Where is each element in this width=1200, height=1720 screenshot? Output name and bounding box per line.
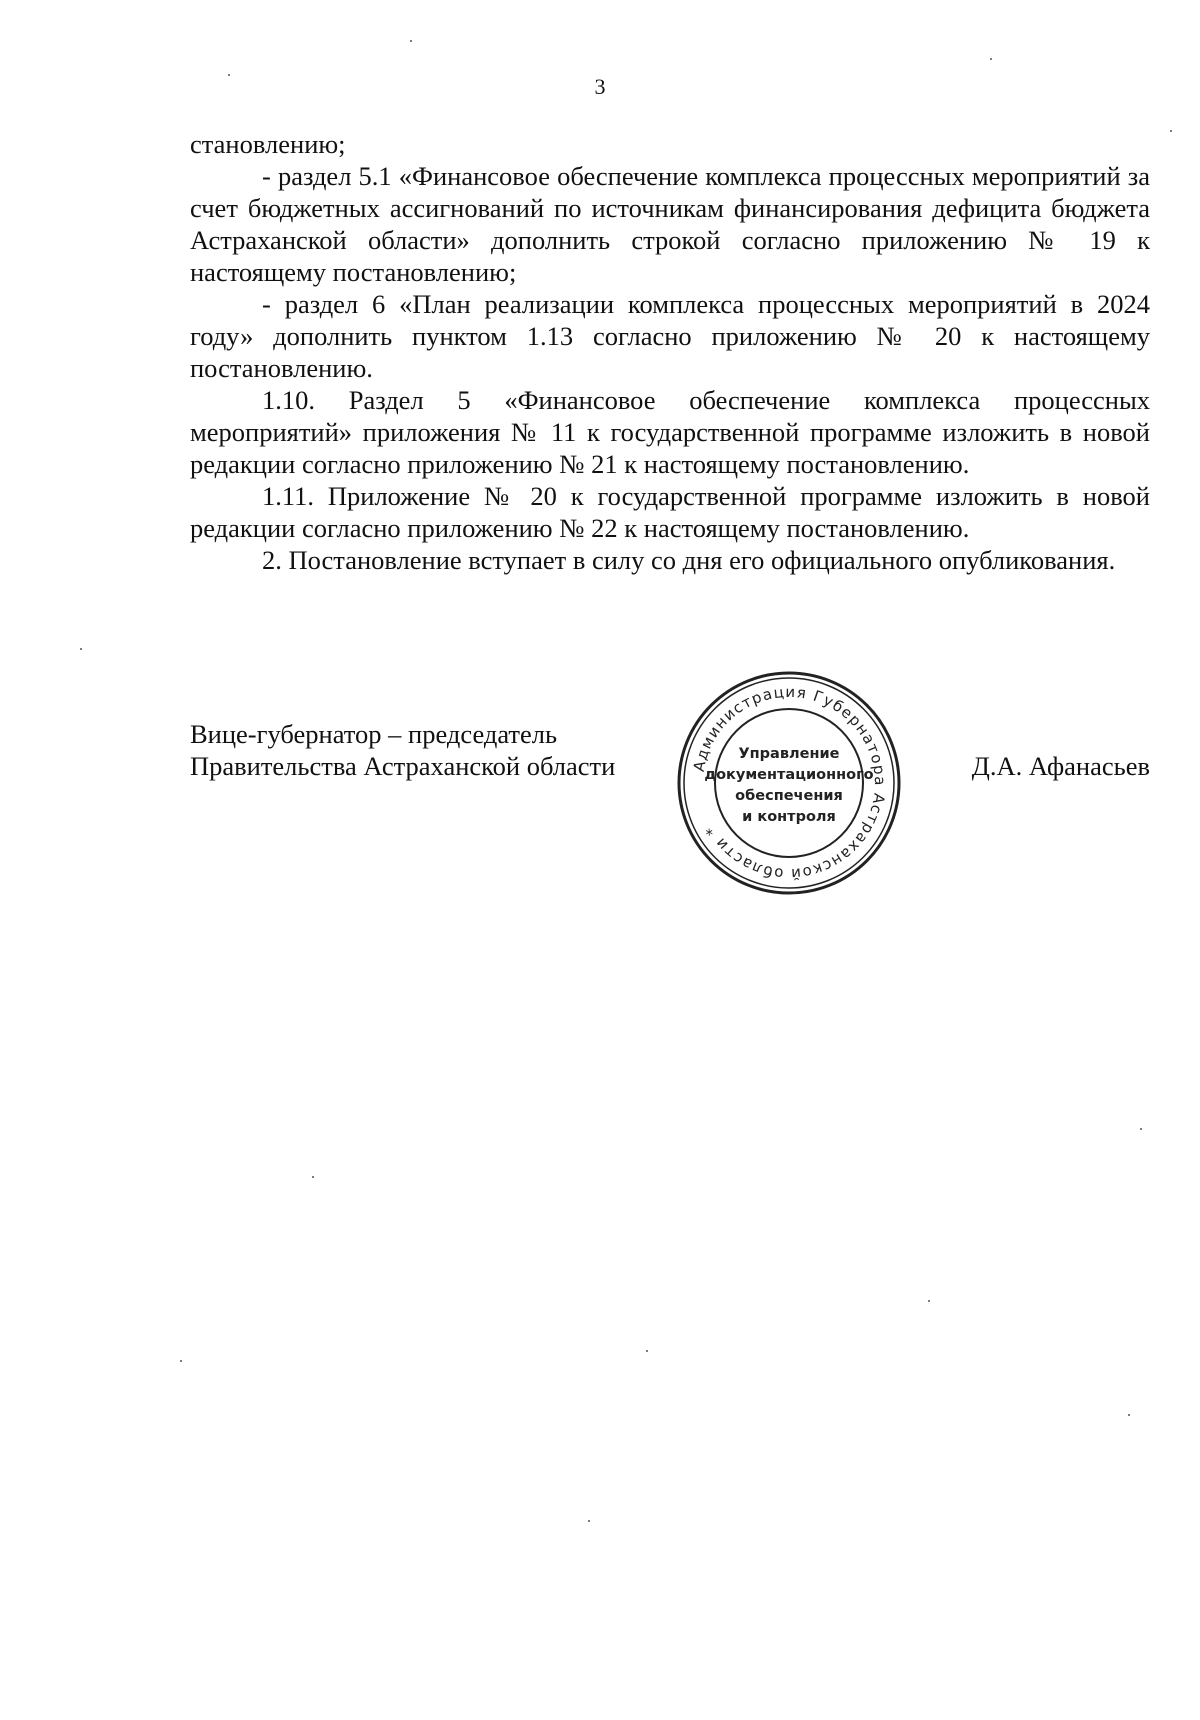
scan-speck bbox=[1170, 130, 1172, 132]
document-body bbox=[190, 128, 1150, 576]
scan-speck bbox=[646, 1350, 648, 1352]
stamp-outer-text-path: Администрация Губернатора Астраханской области * bbox=[689, 682, 890, 884]
stamp-outer-text bbox=[690, 683, 889, 883]
signatory-title-line1: Вице-губернатор – председатель bbox=[190, 719, 558, 749]
stamp-inner-line1: Управление bbox=[738, 746, 840, 762]
scan-speck bbox=[312, 1176, 314, 1178]
signatory-title-line2: Правительства Астраханской области bbox=[190, 751, 616, 781]
paragraph-0: становлению; bbox=[190, 129, 346, 159]
paragraph-4: 1.11. Приложение № 20 к государственной программе изложить в новой редакции согласно приложению № 22 к настоящему постановлению. bbox=[190, 481, 1150, 543]
stamp-inner-line2: документационного bbox=[704, 767, 874, 783]
stamp-outer-ring bbox=[679, 673, 899, 893]
stamp-inner-ring bbox=[715, 709, 863, 857]
scan-speck bbox=[180, 1360, 182, 1362]
scan-speck bbox=[228, 74, 230, 76]
paragraph-2: - раздел 6 «План реализации комплекса процессных мероприятий в 2024 году» дополнить пунктом 1.13 согласно приложению № 20 к настоящему постановлению. bbox=[190, 289, 1150, 383]
signatory-name: Д.А. Афанасьев bbox=[971, 751, 1150, 781]
page-number: 3 bbox=[594, 74, 606, 99]
scan-speck bbox=[928, 1300, 930, 1302]
stamp-inner-line4: и контроля bbox=[742, 809, 836, 825]
scan-speck bbox=[80, 648, 82, 650]
paragraph-1: - раздел 5.1 «Финансовое обеспечение комплекса процессных мероприятий за счет бюджетных ассигнований по источникам финансирования дефицита бюджета Астраханской области» дополнить строкой согласно приложению № 19 к настоящему постановлению; bbox=[190, 161, 1150, 287]
scan-speck bbox=[1128, 1414, 1130, 1416]
signature-block bbox=[190, 718, 1150, 878]
signatory-title bbox=[190, 718, 615, 782]
official-stamp bbox=[674, 668, 904, 898]
paragraph-3: 1.10. Раздел 5 «Финансовое обеспечение комплекса процессных мероприятий» приложения № 11 к государственной программе изложить в новой редакции согласно приложению № 21 к настоящему постановлению. bbox=[190, 385, 1150, 479]
scan-speck bbox=[588, 1520, 590, 1522]
scan-speck bbox=[1140, 1128, 1142, 1130]
scan-speck bbox=[410, 40, 412, 42]
paragraph-5: 2. Постановление вступает в силу со дня его официального опубликования. bbox=[262, 545, 1116, 575]
stamp-inner-line3: обеспечения bbox=[735, 788, 843, 804]
scan-speck bbox=[990, 58, 992, 60]
